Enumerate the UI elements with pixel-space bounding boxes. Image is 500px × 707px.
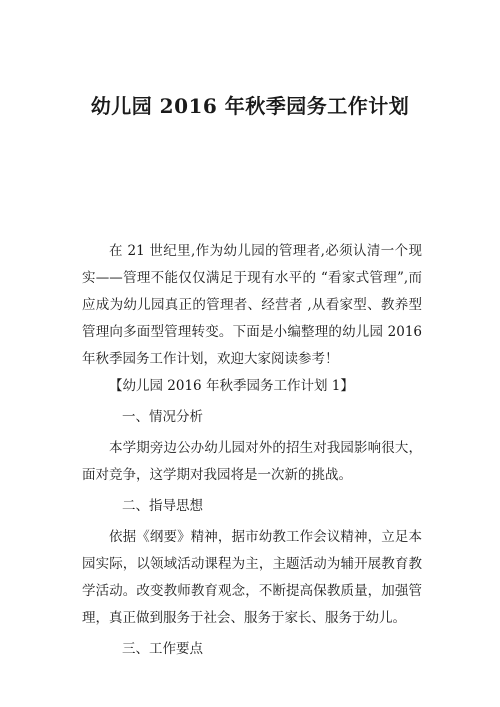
section-heading-analysis: 一、情况分析	[122, 409, 203, 425]
section-paragraph-analysis: 本学期旁边公办幼儿园对外的招生对我园影响很大，面对竞争，这学期对我园将是一次新的挑战。	[82, 440, 422, 483]
section-heading-work-points: 三、工作要点	[122, 641, 203, 657]
section-paragraph-guiding-thought: 依据《纲要》精神，据市幼教工作会议精神，立足本园实际，以领域活动课程为主，主题活动为辅开展教育教学活动。改变教师教育观念，不断提高保教质量，加强管理，真正做到服务于社会、服务于家长、服务于幼儿。	[82, 529, 422, 626]
document-title: 幼儿园 2016 年秋季园务工作计划	[90, 94, 410, 118]
section-heading-guiding-thought: 二、指导思想	[122, 498, 203, 514]
plan-title: 【幼儿园 2016 年秋季园务工作计划 1】	[109, 378, 354, 394]
intro-paragraph: 在 21 世纪里,作为幼儿园的管理者,必须认清一个现实——管理不能仅仅满足于现有水平的 “看家式管理”,而应成为幼儿园真正的管理者、经营者 ,从看家型、教养型管理向多面型管理转变。下面是小编整理的幼儿园 2016 年秋季园务工作计划，欢迎大家阅读参考！	[82, 243, 422, 367]
document-body	[82, 238, 422, 667]
